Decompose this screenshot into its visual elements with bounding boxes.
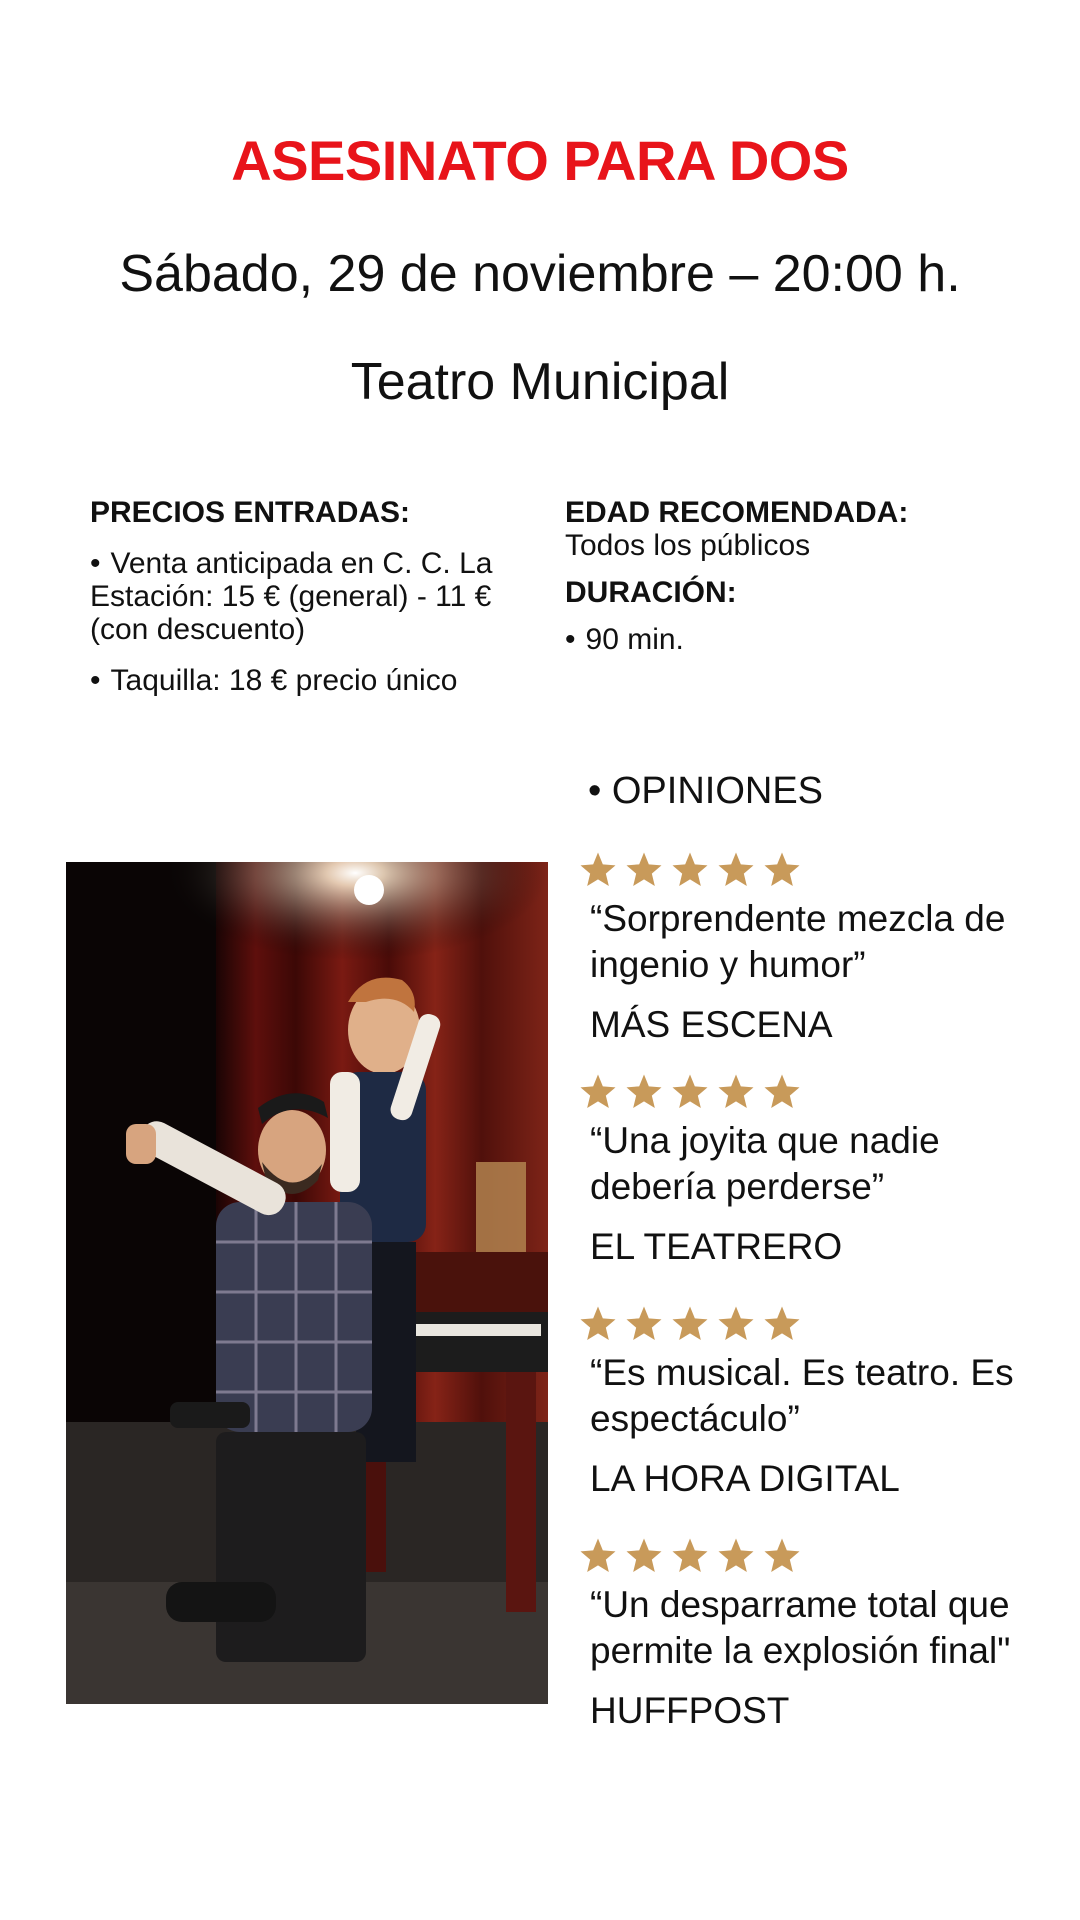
star-icon (716, 850, 756, 890)
spotlight (354, 875, 384, 905)
star-icon (578, 1072, 618, 1112)
review-2 (578, 1072, 1038, 1270)
star-icon (670, 1304, 710, 1344)
star-icon (624, 850, 664, 890)
star-icon (716, 1536, 756, 1576)
review-rating (578, 1536, 1038, 1576)
star-icon (578, 850, 618, 890)
review-quote: “Es musical. Es teatro. Es espectáculo” (590, 1352, 1014, 1439)
star-icon (670, 1072, 710, 1112)
show-photo (66, 862, 548, 1704)
star-icon (762, 1304, 802, 1344)
review-source: EL TEATRERO (590, 1226, 843, 1267)
prices-section (90, 496, 510, 697)
star-icon (762, 850, 802, 890)
price-item-advance (90, 547, 510, 646)
star-icon (762, 1536, 802, 1576)
age-label: EDAD RECOMENDADA: (565, 496, 909, 529)
star-icon (716, 1304, 756, 1344)
event-title: ASESINATO PARA DOS (231, 129, 849, 192)
review-quote: “Sorprendente mezcla de ingenio y humor” (590, 898, 1006, 985)
star-icon (624, 1072, 664, 1112)
review-source: MÁS ESCENA (590, 1004, 833, 1045)
duration-value-line (565, 623, 1005, 656)
star-icon (578, 1304, 618, 1344)
star-icon (624, 1304, 664, 1344)
price-item-text: Venta anticipada en C. C. La Estación: 15 € (general) - 11 € (con descuento) (90, 547, 493, 646)
review-quote: “Un desparrame total que permite la explosión final" (590, 1584, 1011, 1671)
price-item-box-office (90, 664, 510, 697)
star-icon (624, 1536, 664, 1576)
star-icon (716, 1072, 756, 1112)
review-4 (578, 1536, 1038, 1734)
bullet: • (90, 547, 101, 580)
review-rating (578, 1304, 1038, 1344)
event-date-time: Sábado, 29 de noviembre – 20:00 h. (119, 245, 961, 303)
review-quote: “Una joyita que nadie debería perderse” (590, 1120, 940, 1207)
review-rating (578, 1072, 1038, 1112)
review-1 (578, 850, 1038, 1048)
star-icon (762, 1072, 802, 1112)
bullet: • (565, 623, 576, 656)
duration-label: DURACIÓN: (565, 576, 737, 609)
review-rating (578, 850, 1038, 890)
star-icon (670, 1536, 710, 1576)
info-section (565, 496, 1005, 656)
review-source: LA HORA DIGITAL (590, 1458, 900, 1499)
event-venue: Teatro Municipal (350, 353, 730, 411)
prices-label: PRECIOS ENTRADAS: (90, 496, 411, 529)
bullet: • (588, 770, 602, 812)
price-item-text: Taquilla: 18 € precio único (110, 664, 458, 697)
duration-value: 90 min. (585, 623, 684, 656)
star-icon (670, 850, 710, 890)
opinions-heading (588, 770, 823, 813)
review-3 (578, 1304, 1038, 1502)
star-icon (578, 1536, 618, 1576)
age-value: Todos los públicos (565, 529, 811, 562)
opinions-heading-text: OPINIONES (611, 770, 824, 812)
stage-scene-illustration (66, 862, 548, 1704)
review-source: HUFFPOST (590, 1690, 790, 1731)
bullet: • (90, 664, 101, 697)
